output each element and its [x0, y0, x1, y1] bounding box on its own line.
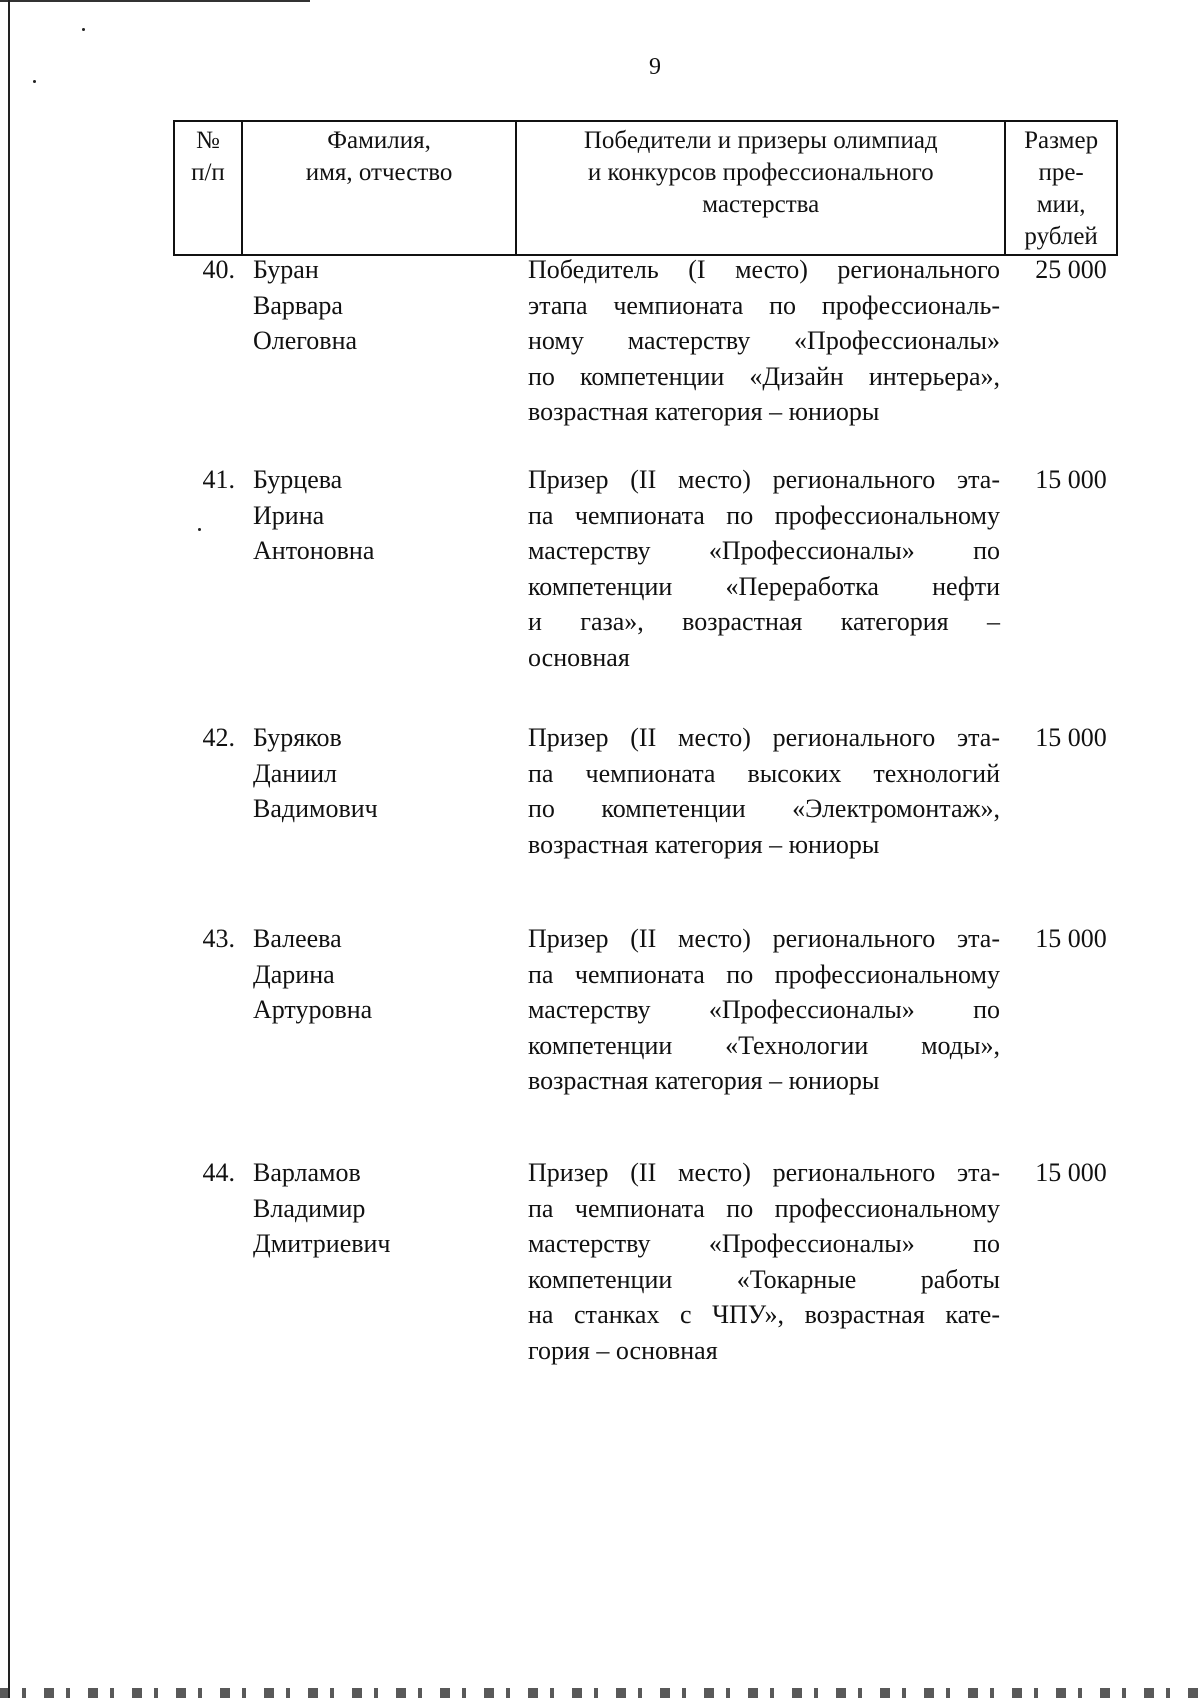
row-full-name: Валеева Дарина Артуровна	[253, 924, 373, 1024]
scan-speck	[33, 80, 36, 83]
achievement-line: Призер (II место) регионального эта-	[528, 465, 1000, 494]
achievement-line: Призер (II место) регионального эта-	[528, 1158, 1000, 1187]
row-achievement	[528, 720, 1000, 862]
achievement-line: по компетенции «Электромонтаж»,	[528, 794, 1000, 823]
row-prize-amount: 15 000	[1035, 924, 1107, 953]
row-full-name: Бурцева Ирина Антоновна	[253, 465, 375, 565]
scan-edge-left	[8, 0, 10, 1698]
achievement-line: основная	[528, 642, 630, 672]
achievement-line: возрастная категория – юниоры	[528, 1066, 880, 1095]
achievement-line: компетенции «Токарные работы	[528, 1264, 1000, 1294]
achievement-line: возрастная категория – юниоры	[528, 829, 880, 859]
achievement-line: этапа чемпионата по профессиональ-	[528, 290, 1000, 320]
page-number: 9	[649, 54, 661, 80]
achievement-line: па чемпионата по профессиональному	[528, 959, 1000, 989]
row-prize-amount: 15 000	[1035, 1158, 1107, 1187]
row-number: 42.	[202, 723, 235, 752]
achievement-line: мастерству «Профессионалы» по	[528, 1229, 1000, 1258]
achievement-line: Призер (II место) регионального эта-	[528, 924, 1000, 953]
achievement-line: Призер (II место) регионального эта-	[528, 723, 1000, 752]
achievement-line: на станках с ЧПУ», возрастная кате-	[528, 1300, 1000, 1329]
scan-bottom-edge	[0, 1688, 1200, 1698]
header-achievement: Победители и призеры олимпиад и конкурсов профессионального мастерства	[517, 122, 1006, 254]
row-prize-amount: 15 000	[1035, 723, 1107, 752]
row-achievement	[528, 462, 1000, 675]
scan-speck	[198, 528, 201, 531]
row-number: 43.	[202, 924, 235, 953]
achievement-line: Победитель (I место) регионального	[528, 255, 1000, 284]
row-full-name: Буран Варвара Олеговна	[253, 255, 358, 355]
row-full-name: Буряков Даниил Вадимович	[253, 723, 378, 823]
row-achievement	[528, 1155, 1000, 1368]
row-prize-amount: 25 000	[1035, 255, 1107, 284]
achievement-line: компетенции «Переработка нефти	[528, 571, 1000, 601]
achievement-line: гория – основная	[528, 1335, 718, 1365]
table-header	[173, 120, 1118, 256]
achievement-line: мастерству «Профессионалы» по	[528, 995, 1000, 1024]
achievement-line: компетенции «Технологии моды»,	[528, 1030, 1000, 1060]
scan-edge-top	[0, 0, 310, 2]
achievement-line: па чемпионата по профессиональному	[528, 500, 1000, 530]
achievement-line: возрастная категория – юниоры	[528, 397, 880, 426]
scan-speck	[82, 28, 85, 31]
row-prize-amount: 15 000	[1035, 465, 1107, 494]
row-number: 41.	[202, 465, 235, 494]
achievement-line: па чемпионата по профессиональному	[528, 1193, 1000, 1223]
row-number: 44.	[202, 1158, 235, 1187]
achievement-line: и газа», возрастная категория –	[528, 607, 1000, 636]
achievement-line: по компетенции «Дизайн интерьера»,	[528, 361, 1000, 391]
header-full-name: Фамилия, имя, отчество	[243, 122, 517, 254]
row-number: 40.	[202, 255, 235, 284]
achievement-line: па чемпионата высоких технологий	[528, 758, 1000, 788]
header-number: № п/п	[175, 122, 243, 254]
row-achievement	[528, 921, 1000, 1099]
row-full-name: Варламов Владимир Дмитриевич	[253, 1158, 391, 1258]
row-achievement	[528, 252, 1000, 430]
achievement-line: ному мастерству «Профессионалы»	[528, 326, 1000, 355]
achievement-line: мастерству «Профессионалы» по	[528, 536, 1000, 565]
header-prize-amount: Размер пре- мии, рублей	[1024, 127, 1099, 250]
